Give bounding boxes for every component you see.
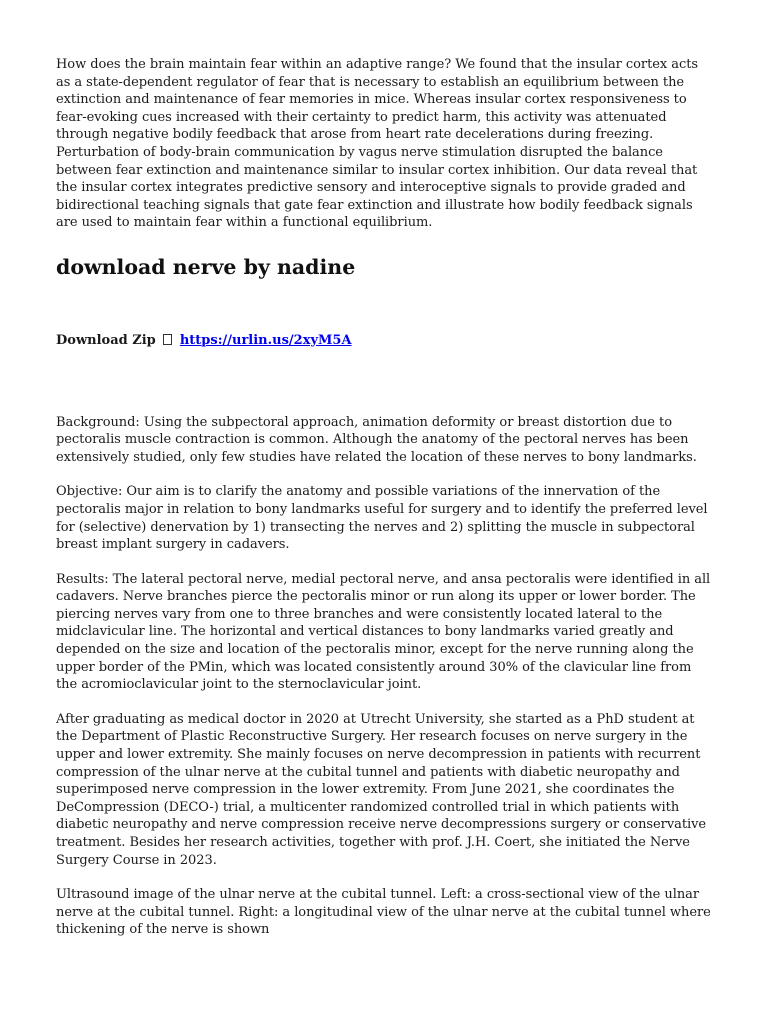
paragraph-background: Background: Using the subpectoral approach, animation deformity or breast distortion due to pectoralis muscle contraction is common. Although the anatomy of the pectoral nerves has been extensively studied, only few studies have related the location of these nerves to bony landmarks. bbox=[56, 414, 697, 465]
paragraph-results: Results: The lateral pectoral nerve, medial pectoral nerve, and ansa pectoralis were identified in all cadavers. Nerve branches pierce the pectoralis minor or run along its upper or lower border. The piercing nerves vary from one to three branches and were consistently located lateral to the midclavicular line. The horizontal and vertical distances to bony landmarks varied greatly and depended on the size and location of the pectoralis minor, except for the nerve running along the upper border of the PMin, which was located consistently around 30% of the clavicular line from the acromioclavicular joint to the sternoclavicular joint. bbox=[56, 571, 711, 693]
download-link[interactable]: https://urlin.us/2xyM5A bbox=[179, 332, 352, 348]
intro-paragraph: How does the brain maintain fear within an adaptive range? We found that the insular cortex acts as a state-dependent regulator of fear that is necessary to establish an equilibrium between the extinction and maintenance of fear memories in mice. Whereas insular cortex responsiveness to fear-evoking cues increased with their certainty to predict harm, this activity was attenuated through negative bodily feedback that arose from heart rate decelerations during freezing. Perturbation of body-brain communication by vagus nerve stimulation disrupted the balance between fear extinction and maintenance similar to insular cortex inhibition. Our data reveal that the insular cortex integrates predictive sensory and interoceptive signals to provide graded and bidirectional teaching signals that gate fear extinction and illustrate how bodily feedback signals are used to maintain fear within a functional equilibrium. bbox=[56, 57, 698, 231]
paragraph-ultrasound-caption: Ultrasound image of the ulnar nerve at the cubital tunnel. Left: a cross-sectional view of the ulnar nerve at the cubital tunnel. Right: a longitudinal view of the ulnar nerve at the cubital tunnel where thickening of the nerve is shown bbox=[56, 887, 711, 938]
missing-glyph-icon bbox=[163, 334, 172, 345]
page-heading: download nerve by nadine bbox=[56, 254, 356, 279]
download-label: Download Zip bbox=[56, 332, 156, 348]
paragraph-objective: Objective: Our aim is to clarify the anatomy and possible variations of the innervation of the pectoralis major in relation to bony landmarks useful for surgery and to identify the preferred level for (selective) denervation by 1) transecting the nerves and 2) splitting the muscle in subpectoral breast implant surgery in cadavers. bbox=[56, 484, 708, 553]
download-line bbox=[56, 332, 714, 350]
paragraph-biography: After graduating as medical doctor in 2020 at Utrecht University, she started as a PhD student at the Department of Plastic Reconstructive Surgery. Her research focuses on nerve surgery in the upper and lower extremity. She mainly focuses on nerve decompression in patients with recurrent compression of the ulnar nerve at the cubital tunnel and patients with diabetic neuropathy and superimposed nerve compression in the lower extremity. From June 2021, she coordinates the DeCompression (DECO-) trial, a multicenter randomized controlled trial in which patients with diabetic neuropathy and nerve compression receive nerve decompressions surgery or conservative treatment. Besides her research activities, together with prof. J.H. Coert, she initiated the Nerve Surgery Course in 2023. bbox=[56, 711, 707, 868]
